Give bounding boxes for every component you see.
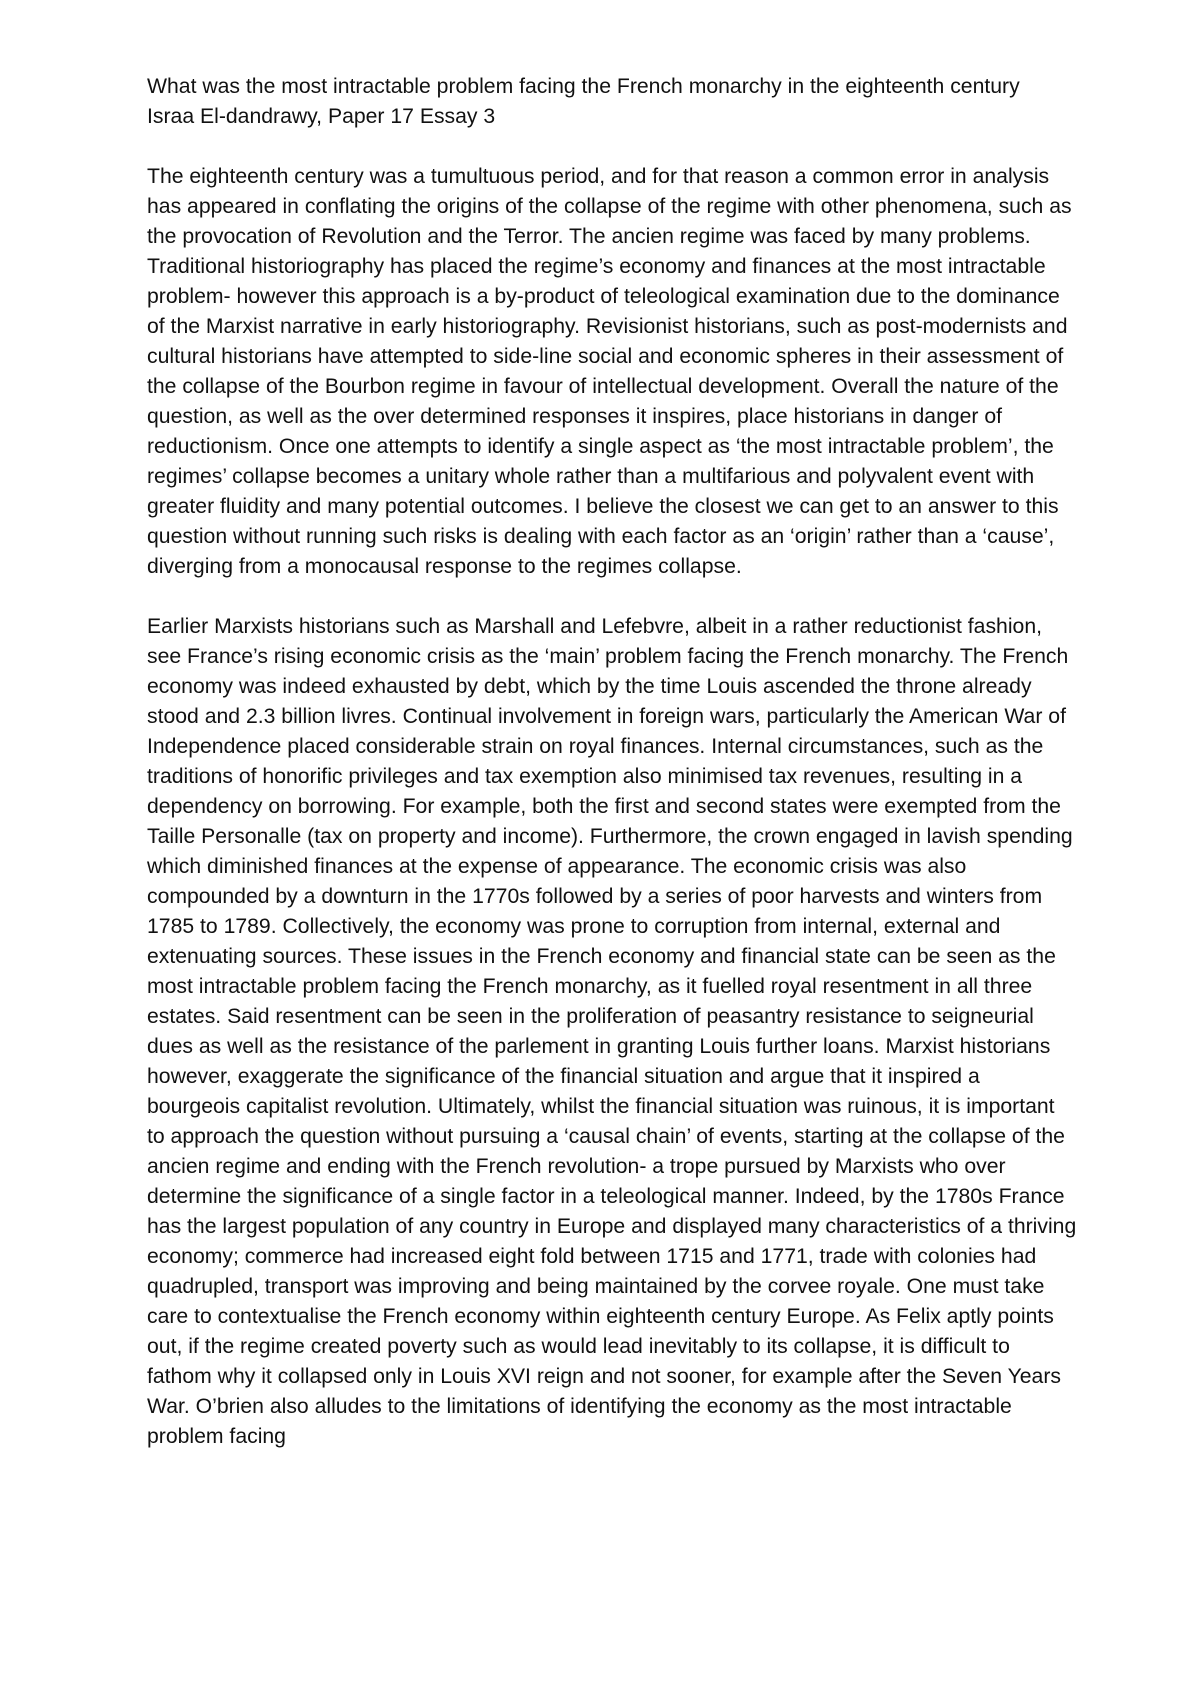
paragraph-gap — [147, 582, 1077, 612]
paragraph-gap — [147, 132, 1077, 162]
document-body — [147, 72, 1077, 1452]
essay-title: What was the most intractable problem facing the French monarchy in the eighteenth century — [147, 75, 1020, 98]
paragraph-introduction: The eighteenth century was a tumultuous period, and for that reason a common error in analysis has appeared in conflating the origins of the collapse of the regime with other phenomena, such as the provocation of Revolution and the Terror. The ancien regime was faced by many problems. Traditional historiography has placed the regime’s economy and finances at the most intractable problem- however this approach is a by-product of teleological examination due to the dominance of the Marxist narrative in early historiography. Revisionist historians, such as post-modernists and cultural historians have attempted to side-line social and economic spheres in their assessment of the collapse of the Bourbon regime in favour of intellectual development. Overall the nature of the question, as well as the over determined responses it inspires, place historians in danger of reductionism. Once one attempts to identify a single aspect as ‘the most intractable problem’, the regimes’ collapse becomes a unitary whole rather than a multifarious and polyvalent event with greater fluidity and many potential outcomes. I believe the closest we can get to an answer to this question without running such risks is dealing with each factor as an ‘origin’ rather than a ‘cause’, diverging from a monocausal response to the regimes collapse. — [147, 165, 1072, 578]
author-line: Israa El-dandrawy, Paper 17 Essay 3 — [147, 105, 496, 128]
paragraph-economy: Earlier Marxists historians such as Marshall and Lefebvre, albeit in a rather reductionist fashion, see France’s rising economic crisis as the ‘main’ problem facing the French monarchy. The French economy was indeed exhausted by debt, which by the time Louis ascended the throne already stood and 2.3 billion livres. Continual involvement in foreign wars, particularly the American War of Independence placed considerable strain on royal finances. Internal circumstances, such as the traditions of honorific privileges and tax exemption also minimised tax revenues, resulting in a dependency on borrowing. For example, both the first and second states were exempted from the Taille Personalle (tax on property and income). Furthermore, the crown engaged in lavish spending which diminished finances at the expense of appearance. The economic crisis was also compounded by a downturn in the 1770s followed by a series of poor harvests and winters from 1785 to 1789. Collectively, the economy was prone to corruption from internal, external and extenuating sources. These issues in the French economy and financial state can be seen as the most intractable problem facing the French monarchy, as it fuelled royal resentment in all three estates. Said resentment can be seen in the proliferation of peasantry resistance to seigneurial dues as well as the resistance of the parlement in granting Louis further loans. Marxist historians however, exaggerate the significance of the financial situation and argue that it inspired a bourgeois capitalist revolution. Ultimately, whilst the financial situation was ruinous, it is important to approach the question without pursuing a ‘causal chain’ of events, starting at the collapse of the ancien regime and ending with the French revolution- a trope pursued by Marxists who over determine the significance of a single factor in a teleological manner. Indeed, by the 1780s France has the largest population of any country in Europe and displayed many characteristics of a thriving economy; commerce had increased eight fold between 1715 and 1771, trade with colonies had quadrupled, transport was improving and being maintained by the corvee royale. One must take care to contextualise the French economy within eighteenth century Europe. As Felix aptly points out, if the regime created poverty such as would lead inevitably to its collapse, it is difficult to fathom why it collapsed only in Louis XVI reign and not sooner, for example after the Seven Years War. O’brien also alludes to the limitations of identifying the economy as the most intractable problem facing — [147, 615, 1077, 1448]
